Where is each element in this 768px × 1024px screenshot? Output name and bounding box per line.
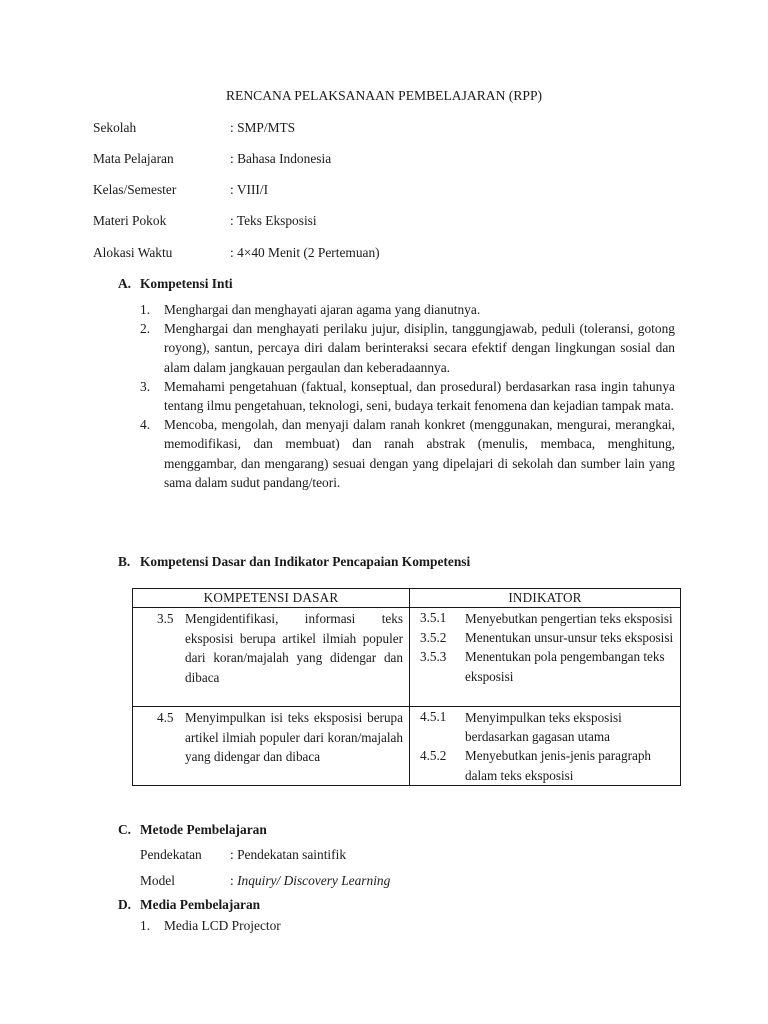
indicator-item — [410, 746, 680, 784]
section-title: Metode Pembelajaran — [140, 822, 267, 837]
indicator-item — [410, 628, 680, 647]
item-text: Menghargai dan menghayati ajaran agama yang dianutnya. — [164, 302, 481, 317]
item-text: Media LCD Projector — [164, 918, 281, 933]
item-number: 3. — [140, 378, 151, 394]
identity-row-class — [93, 182, 693, 202]
section-title: Media Pembelajaran — [140, 897, 261, 912]
indicator-code: 4.5.2 — [420, 748, 447, 764]
list-item — [140, 415, 675, 492]
media-list — [140, 916, 675, 935]
identity-value: : 4×40 Menit (2 Pertemuan) — [230, 245, 380, 260]
identity-label: Kelas/Semester — [93, 182, 177, 197]
kd-cell — [133, 608, 410, 707]
identity-row-school — [93, 120, 693, 140]
kd-code: 3.5 — [157, 611, 174, 626]
indicator-item — [410, 608, 680, 628]
indicator-code: 4.5.1 — [420, 709, 447, 724]
section-letter: A. — [118, 276, 132, 291]
method-row-approach — [140, 847, 660, 867]
method-label: Model — [140, 873, 175, 888]
kd-code: 4.5 — [157, 710, 174, 725]
identity-row-subject — [93, 151, 693, 171]
indicator-text: Menentukan unsur-unsur teks eksposisi — [465, 630, 674, 646]
list-item — [140, 300, 675, 319]
method-colon: : — [230, 873, 238, 888]
item-number: 4. — [140, 417, 151, 433]
competency-table — [132, 588, 681, 786]
document-title: RENCANA PELAKSANAAN PEMBELAJARAN (RPP) — [225, 88, 543, 103]
indicator-text: Menentukan pola pengembangan teks eksposisi — [465, 649, 665, 684]
kd-cell — [133, 707, 410, 786]
section-title: Kompetensi Dasar dan Indikator Pencapaian Kompetensi — [140, 554, 471, 569]
section-a-heading — [118, 276, 233, 292]
indicator-code: 3.5.2 — [420, 630, 447, 646]
identity-value: : Bahasa Indonesia — [230, 151, 332, 166]
indicator-cell — [410, 608, 681, 707]
method-label: Pendekatan — [140, 847, 202, 862]
identity-row-topic — [93, 213, 693, 233]
identity-label: Mata Pelajaran — [93, 151, 174, 166]
kd-text: Mengidentifikasi, informasi teks eksposisi berupa artikel ilmiah populer dari koran/majalah yang didengar dan dibaca — [185, 611, 403, 685]
list-item — [140, 916, 675, 935]
indicator-item — [410, 707, 680, 746]
indicator-item — [410, 647, 680, 685]
section-b-heading — [118, 554, 470, 570]
item-number: 1. — [140, 918, 151, 933]
table-row — [133, 707, 681, 786]
identity-row-time — [93, 245, 693, 265]
indicator-text: Menyebutkan jenis-jenis paragraph dalam teks eksposisi — [465, 748, 652, 783]
section-title: Kompetensi Inti — [140, 276, 233, 291]
section-d-heading — [118, 897, 260, 913]
list-item — [140, 377, 675, 415]
item-number: 1. — [140, 302, 151, 317]
indicator-cell — [410, 707, 681, 786]
indicator-code: 3.5.3 — [420, 649, 447, 665]
item-number: 2. — [140, 321, 151, 337]
section-c-heading — [118, 822, 267, 838]
method-value — [230, 873, 390, 889]
identity-label: Materi Pokok — [93, 213, 167, 228]
section-letter: D. — [118, 897, 132, 912]
indicator-code: 3.5.1 — [420, 610, 447, 625]
identity-label: Alokasi Waktu — [93, 245, 173, 260]
column-header-kd: KOMPETENSI DASAR — [133, 589, 410, 608]
identity-label: Sekolah — [93, 120, 137, 135]
list-item — [140, 319, 675, 377]
section-letter: B. — [118, 554, 131, 569]
table-header-row — [133, 589, 681, 608]
section-letter: C. — [118, 822, 132, 837]
kd-text: Menyimpulkan isi teks eksposisi berupa artikel ilmiah populer dari koran/majalah yang didengar dan dibaca — [185, 710, 403, 764]
method-value: : Pendekatan saintifik — [230, 847, 347, 862]
model-name: Inquiry/ Discovery Learning — [237, 873, 391, 888]
indicator-text: Menyimpulkan teks eksposisi berdasarkan gagasan utama — [465, 710, 622, 745]
core-competency-list — [140, 300, 675, 492]
table-row — [133, 608, 681, 707]
item-text: Menghargai dan menghayati perilaku jujur, disiplin, tanggungjawab, peduli (toleransi, gotong royong), santun, percaya diri dalam berinteraksi secara efektif dengan lingkungan sosial dan alam dalam jangkauan pergaulan dan keberadaannya. — [164, 321, 675, 375]
column-header-indicator: INDIKATOR — [410, 589, 681, 608]
identity-value: : SMP/MTS — [230, 120, 296, 135]
method-row-model — [140, 873, 660, 893]
identity-value: : Teks Eksposisi — [230, 213, 317, 228]
item-text: Memahami pengetahuan (faktual, konseptual, dan prosedural) berdasarkan rasa ingin tahunya tentang ilmu pengetahuan, teknologi, seni, budaya terkait fenomena dan kejadian tampak mata. — [164, 378, 675, 414]
indicator-text: Menyebutkan pengertian teks eksposisi — [465, 611, 673, 626]
identity-value: : VIII/I — [230, 182, 269, 197]
item-text: Mencoba, mengolah, dan menyaji dalam ranah konkret (menggunakan, mengurai, merangkai, memodifikasi, dan membuat) dan ranah abstrak (menulis, membaca, menghitung, menggambar, dan mengarang) sesuai dengan yang dipelajari di sekolah dan sumber lain yang sama dalam sudut pandang/teori. — [164, 417, 675, 490]
